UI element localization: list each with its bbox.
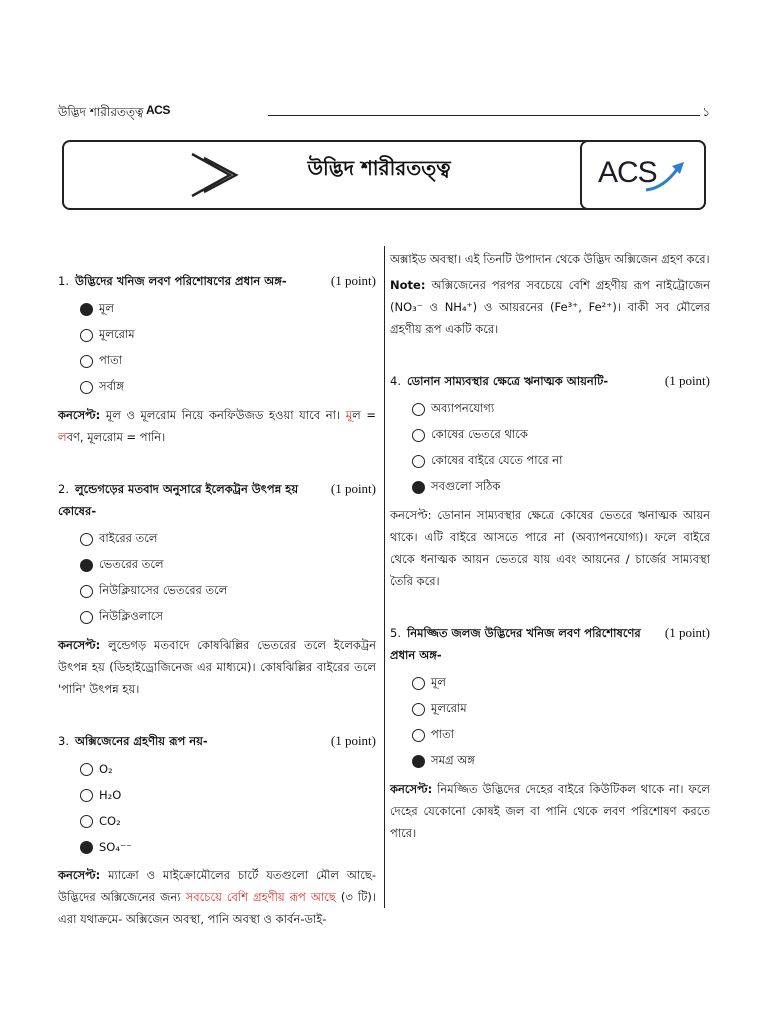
question-points: (1 point) — [330, 273, 376, 288]
question-points: (1 point) — [330, 733, 376, 748]
logo-text: ACS — [598, 156, 657, 189]
option-4[interactable]: সবগুলো সঠিক — [412, 474, 710, 500]
question-number: 1. — [58, 274, 69, 288]
option-3[interactable]: কোষের বাইরে যেতে পারে না — [412, 448, 710, 474]
radio-selected[interactable] — [80, 303, 93, 316]
note: Note: অক্সিজেনের পরপর সবচেয়ে বেশি গ্রহণীয় রূপ নাইট্রোজেন (NO₃⁻ ও NH₄⁺) ও আয়রনের (Fe³⁺, Fe²⁺)। বাকী সব মৌলের গ্রহণীয় রূপ একটি করে। — [390, 278, 710, 336]
radio[interactable] — [412, 677, 425, 690]
radio[interactable] — [80, 585, 93, 598]
question-text: অক্সিজেনের গ্রহণীয় রূপ নয়- — [74, 734, 208, 748]
option-2[interactable]: H₂O — [80, 782, 376, 808]
question-1 — [58, 270, 376, 448]
question-text: উদ্ভিদের খনিজ লবণ পরিশোষণের প্রধান অঙ্গ- — [74, 274, 287, 288]
option-4[interactable]: সর্বাঙ্গ — [80, 374, 376, 400]
options-list — [80, 756, 376, 860]
option-2[interactable]: মূলরোম — [412, 696, 710, 722]
radio-selected[interactable] — [80, 841, 93, 854]
right-column — [390, 248, 710, 844]
question-points: (1 point) — [664, 373, 710, 388]
options-list — [412, 396, 710, 500]
question-5 — [390, 622, 710, 844]
radio[interactable] — [412, 729, 425, 742]
option-1[interactable]: মূল — [412, 670, 710, 696]
option-4[interactable]: SO₄⁻⁻ — [80, 834, 376, 860]
radio[interactable] — [80, 533, 93, 546]
option-2[interactable]: ভেতরের তলে — [80, 552, 376, 578]
option-4[interactable]: সমগ্র অঙ্গ — [412, 748, 710, 774]
question-text: লুন্ডেগড়ের মতবাদ অনুসারে ইলেকট্রন উৎপন্ন হয় কোষের- — [58, 482, 299, 518]
question-4 — [390, 370, 710, 592]
title-banner — [62, 140, 706, 210]
page-number: ১ — [702, 105, 710, 119]
radio[interactable] — [412, 455, 425, 468]
question-number: 3. — [58, 734, 69, 748]
concept-note: কনসেপ্ট: ডোনান সাম্যবস্থার ক্ষেত্রে কোষের ভেতরে ঋনাত্মক আয়ন থাকে। এটি বাইরে আসতে পারে না (অব্যাপনযোগ্য)। ফলে বাইরে থেকে ধনাত্মক আয়ন ভেতরে যায় এবং আয়নের / চার্জের সাম্যবস্থা তৈরি করে। — [390, 508, 710, 588]
radio[interactable] — [412, 403, 425, 416]
radio[interactable] — [80, 355, 93, 368]
chevron-right-icon — [186, 150, 242, 200]
radio[interactable] — [80, 381, 93, 394]
radio[interactable] — [80, 815, 93, 828]
options-list — [80, 526, 376, 630]
option-4[interactable]: নিউক্লিওলাসে — [80, 604, 376, 630]
radio[interactable] — [412, 703, 425, 716]
option-2[interactable]: মূলরোম — [80, 322, 376, 348]
option-3[interactable]: পাতা — [80, 348, 376, 374]
left-column — [58, 270, 376, 930]
radio-selected[interactable] — [80, 559, 93, 572]
option-1[interactable]: অব্যাপনযোগ্য — [412, 396, 710, 422]
header-logo: ACS — [146, 103, 170, 117]
option-1[interactable]: বাইরের তলে — [80, 526, 376, 552]
arrow-swoosh-icon — [642, 160, 688, 194]
option-3[interactable]: পাতা — [412, 722, 710, 748]
concept-continuation: অক্সাইড অবস্থা। এই তিনটি উপাদান থেকে উদ্ভিদ অক্সিজেন গ্রহণ করে। — [390, 252, 710, 266]
question-points: (1 point) — [330, 481, 376, 496]
question-2 — [58, 478, 376, 700]
radio-selected[interactable] — [412, 755, 425, 768]
running-header — [58, 102, 710, 124]
question-text: নিমজ্জিত জলজ উদ্ভিদের খনিজ লবণ পরিশোষণের প্রধান অঙ্গ- — [390, 626, 641, 662]
radio[interactable] — [412, 429, 425, 442]
radio[interactable] — [80, 611, 93, 624]
option-3[interactable]: নিউক্লিয়াসের ভেতরের তলে — [80, 578, 376, 604]
question-points: (1 point) — [664, 625, 710, 640]
question-text: ডোনান সাম্যবস্থার ক্ষেত্রে ঋনাত্মক আয়নটি- — [406, 374, 609, 388]
question-3 — [58, 730, 376, 930]
concept-note: কনসেপ্ট: নিমজ্জিত উদ্ভিদের দেহের বাইরে কিউটিকল থাকে না। ফলে দেহের যেকোনো কোষই জল বা পানি থেকে লবণ পরিশোষণ করতে পারে। — [390, 782, 710, 840]
option-2[interactable]: কোষের ভেতরে থাকে — [412, 422, 710, 448]
radio[interactable] — [80, 763, 93, 776]
question-number: 4. — [390, 374, 401, 388]
banner-title: উদ্ভিদ শারীরতত্ত্ব — [307, 156, 451, 180]
banner-logo — [580, 140, 706, 210]
options-list — [80, 296, 376, 400]
radio-selected[interactable] — [412, 481, 425, 494]
concept-note: কনসেপ্ট: লুন্ডেগড় মতবাদে কোষঝিল্লির ভেতরের তলে ইলেকট্রন উৎপন্ন হয় (ডিহাইড্রোজিনেজ এর মাধ্যমে)। কোষঝিল্লির বাইরের তলে 'পানি' উৎপন্ন হয়। — [58, 638, 376, 696]
option-1[interactable]: O₂ — [80, 756, 376, 782]
radio[interactable] — [80, 329, 93, 342]
radio[interactable] — [80, 789, 93, 802]
column-divider — [384, 246, 385, 908]
option-1[interactable]: মূল — [80, 296, 376, 322]
options-list — [412, 670, 710, 774]
header-rule — [268, 115, 700, 116]
concept-note: কনসেপ্ট: ম্যাক্রো ও মাইক্রোমৌলের চার্টে যতগুলো মৌল আছে- উদ্ভিদের অক্সিজেনের জন্য সবচেয়ে বেশি গ্রহণীয় রূপ আছে (৩ টি)। এরা যথাক্রমে- অক্সিজেন অবস্থা, পানি অবস্থা ও কার্বন-ডাই- — [58, 868, 376, 926]
question-number: 2. — [58, 482, 69, 496]
header-subject: উদ্ভিদ শারীরতত্ত্ব — [58, 105, 144, 119]
option-3[interactable]: CO₂ — [80, 808, 376, 834]
question-number: 5. — [390, 626, 401, 640]
concept-note: কনসেপ্ট: মূল ও মূলরোম নিয়ে কনফিউজড হওয়া যাবে না। মূল = লবণ, মূলরোম = পানি। — [58, 408, 376, 444]
